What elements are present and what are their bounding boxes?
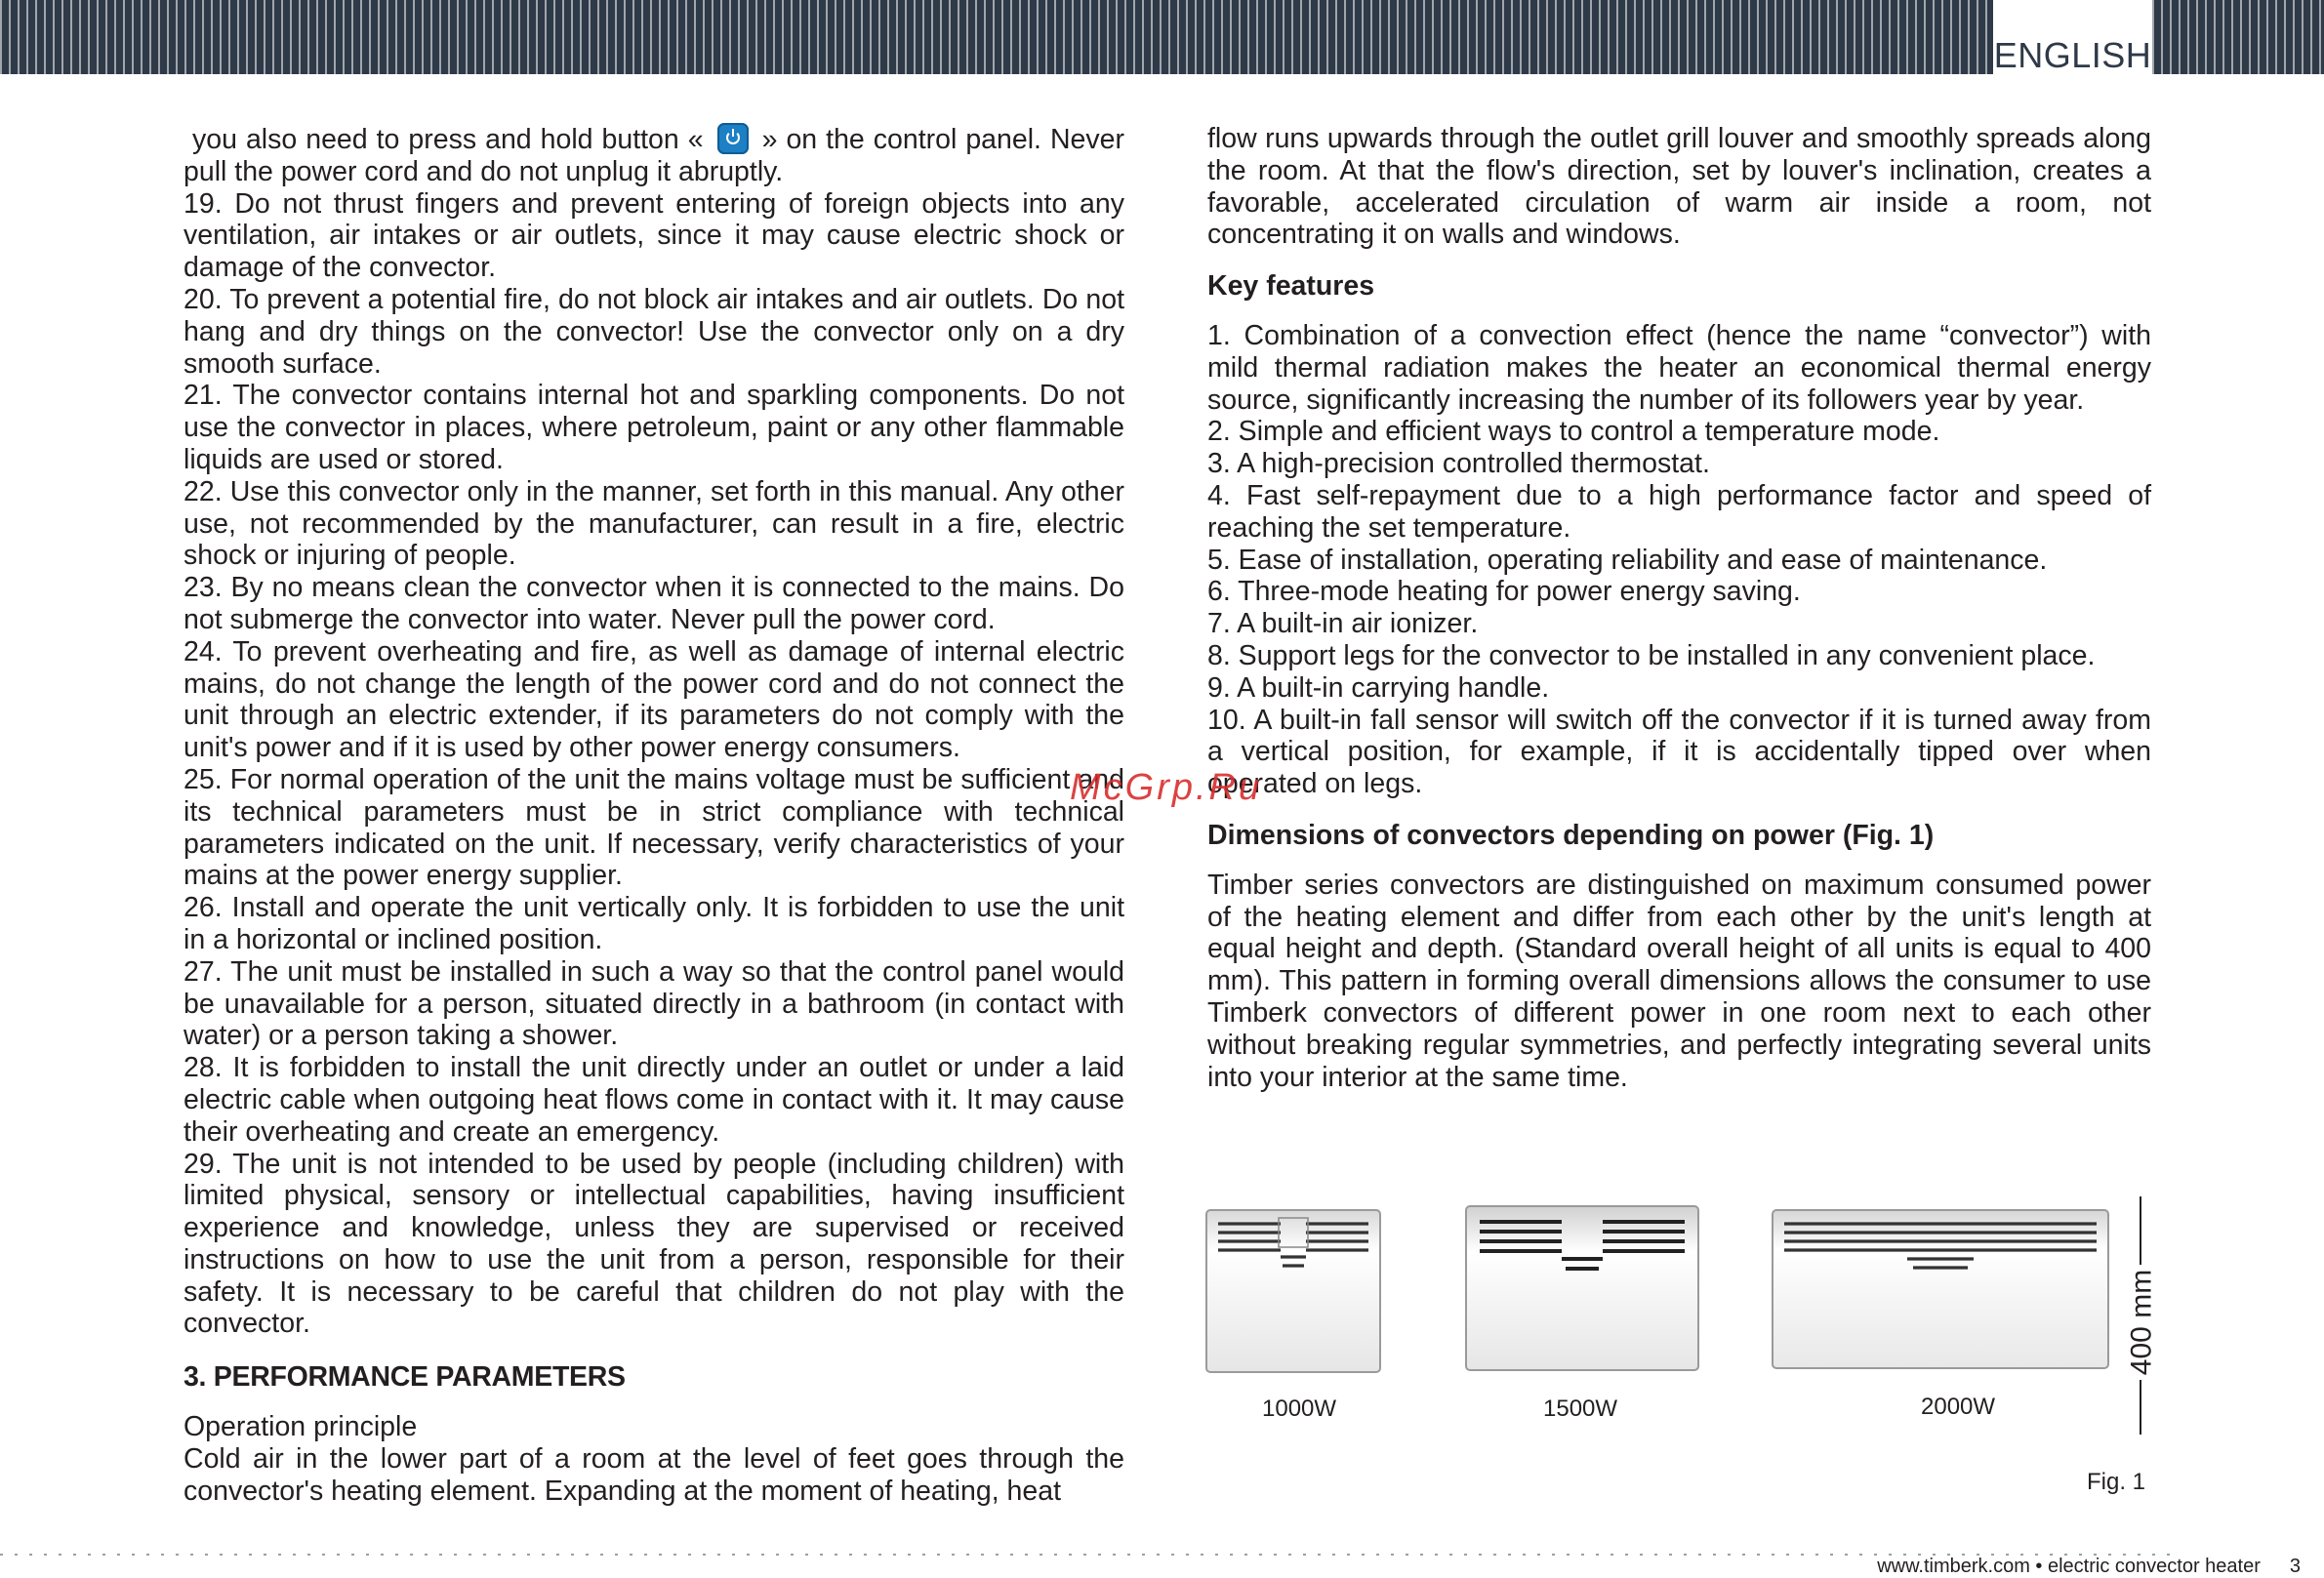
heater-1000w-image bbox=[1204, 1208, 1382, 1374]
footer-dotted-rule bbox=[0, 1554, 2179, 1556]
safety-item-22: 22. Use this convector only in the manner, set forth in this manual. Any other use, not recommended by the manufacturer, can result in a fire, electric shock or injuring of people. bbox=[183, 475, 1124, 572]
safety-item-20: 20. To prevent a potential fire, do not block air intakes and air outlets. Do not hang and dry things on the convector! Use the convector only on a dry smooth surface. bbox=[183, 283, 1124, 380]
heater-1500w-image bbox=[1464, 1204, 1700, 1372]
watermark-text: McGrp.Ru bbox=[1070, 767, 1263, 808]
section-title: 3. PERFORMANCE PARAMETERS bbox=[183, 1361, 626, 1394]
feature-1: 1. Combination of a convection effect (hence the name “convector”) with mild thermal radiation makes the heater an economical thermal energy source, significantly increasing the number of its followers year by year. bbox=[1207, 319, 2151, 416]
safety-item-19: 19. Do not thrust fingers and prevent entering of foreign objects into any ventilation, air intakes or air outlets, since it may cause electric shock or damage of the convector. bbox=[183, 187, 1124, 284]
feature-6: 6. Three-mode heating for power energy saving. bbox=[1207, 576, 1801, 608]
safety-item-27: 27. The unit must be installed in such a way so that the control panel would be unavailable for a person, situated directly in a bathroom (in contact with water) or a person taking a shower. bbox=[183, 955, 1124, 1052]
header-stripe-left bbox=[0, 0, 1993, 74]
text-before-button: you also need to press and hold button « bbox=[192, 124, 704, 155]
dimensions-paragraph: Timber series convectors are distinguished on maximum consumed power of the heating element and differ from each other by the unit's length at equal height and depth. (Standard overall height of all units is equal to 400 mm). This pattern in forming overall dimensions allows the consumer to use Timberk convectors of different power in one room next to each other without breaking regular symmetries, and perfectly integrating several units into your interior at the same time. bbox=[1207, 869, 2151, 1093]
heater-2000w-image bbox=[1771, 1208, 2110, 1370]
dimension-label-text: 400 mm bbox=[2125, 1269, 2158, 1376]
dimension-line-bottom bbox=[2140, 1380, 2141, 1435]
label-1000w: 1000W bbox=[1262, 1396, 1337, 1422]
safety-item-29: 29. The unit is not intended to be used by people (including children) with limited physical, sensory or intellectual capabilities, having insufficient experience and knowledge, unless they are supervised or received instructions on how to use the unit from a person, responsible for their safety. It is necessary to be careful that children do not play with the convector. bbox=[183, 1148, 1124, 1340]
figure-caption: Fig. 1 bbox=[2087, 1469, 2146, 1495]
safety-item-28: 28. It is forbidden to install the unit directly under an outlet or under a laid electric cable when outgoing heat flows come in contact with it. It may cause their overheating and create an emergency. bbox=[183, 1052, 1124, 1148]
text-after-button: » on the control panel. Never pull the power cord and do not unplug it abruptly. bbox=[183, 124, 1124, 187]
feature-5: 5. Ease of installation, operating reliability and ease of maintenance. bbox=[1207, 544, 2048, 576]
dimensions-title: Dimensions of convectors depending on power (Fig. 1) bbox=[1207, 819, 1935, 851]
feature-10: 10. A built-in fall sensor will switch off the convector if it is turned away from a vertical position, for example, if it is accidentally tipped over when operated on legs. bbox=[1207, 704, 2151, 800]
left-column bbox=[183, 123, 1124, 1507]
dimension-line-top bbox=[2140, 1196, 2141, 1265]
dimension-label bbox=[2106, 1269, 2177, 1376]
feature-4: 4. Fast self-repayment due to a high performance factor and speed of reaching the set temperature. bbox=[1207, 479, 2151, 544]
safety-item-24: 24. To prevent overheating and fire, as well as damage of internal electric mains, do not change the length of the power cord and do not connect the unit through an electric extender, if its parameters do not comply with the unit's power and if it is used by other power energy consumers. bbox=[183, 635, 1124, 764]
page-number: 3 bbox=[2289, 1556, 2301, 1577]
feature-7: 7. A built-in air ionizer. bbox=[1207, 608, 1479, 640]
right-column bbox=[1207, 123, 2151, 1093]
feature-9: 9. A built-in carrying handle. bbox=[1207, 671, 1550, 704]
label-2000w: 2000W bbox=[1921, 1394, 1996, 1420]
paragraph-continued bbox=[183, 123, 1124, 188]
language-label: ENGLISH bbox=[1993, 35, 2152, 75]
header-stripe-right bbox=[2152, 0, 2324, 74]
subheading-operation-principle: Operation principle bbox=[183, 1411, 418, 1443]
label-1500w: 1500W bbox=[1543, 1396, 1618, 1422]
feature-8: 8. Support legs for the convector to be installed in any convenient place. bbox=[1207, 639, 2096, 671]
footer bbox=[1877, 1556, 2301, 1578]
power-button-icon bbox=[717, 123, 749, 154]
safety-item-21: 21. The convector contains internal hot and sparkling components. Do not use the convector in places, where petroleum, paint or any other flammable liquids are used or stored. bbox=[183, 380, 1124, 475]
safety-item-23: 23. By no means clean the convector when it is connected to the mains. Do not submerge the convector into water. Never pull the power cord. bbox=[183, 572, 1124, 635]
key-features-title: Key features bbox=[1207, 270, 1375, 303]
intro-paragraph: flow runs upwards through the outlet grill louver and smoothly spreads along the room. At that the flow's direction, set by louver's inclination, creates a favorable, accelerated circulation of warm air inside a room, not concentrating it on walls and windows. bbox=[1207, 123, 2151, 251]
operation-principle-text: Cold air in the lower part of a room at the level of feet goes through the convector's heating element. Expanding at the moment of heating, heat bbox=[183, 1442, 1124, 1507]
feature-2: 2. Simple and efficient ways to control a temperature mode. bbox=[1207, 416, 1940, 448]
safety-item-26: 26. Install and operate the unit vertically only. It is forbidden to use the unit in a horizontal or inclined position. bbox=[183, 892, 1124, 955]
safety-item-25: 25. For normal operation of the unit the mains voltage must be sufficient and its technical parameters must be in strict compliance with technical parameters indicated on the unit. If necessary, verify characteristics of your mains at the power energy supplier. bbox=[183, 763, 1124, 892]
feature-3: 3. A high-precision controlled thermostat. bbox=[1207, 448, 1710, 480]
footer-site: www.timberk.com • electric convector heater bbox=[1877, 1556, 2261, 1577]
